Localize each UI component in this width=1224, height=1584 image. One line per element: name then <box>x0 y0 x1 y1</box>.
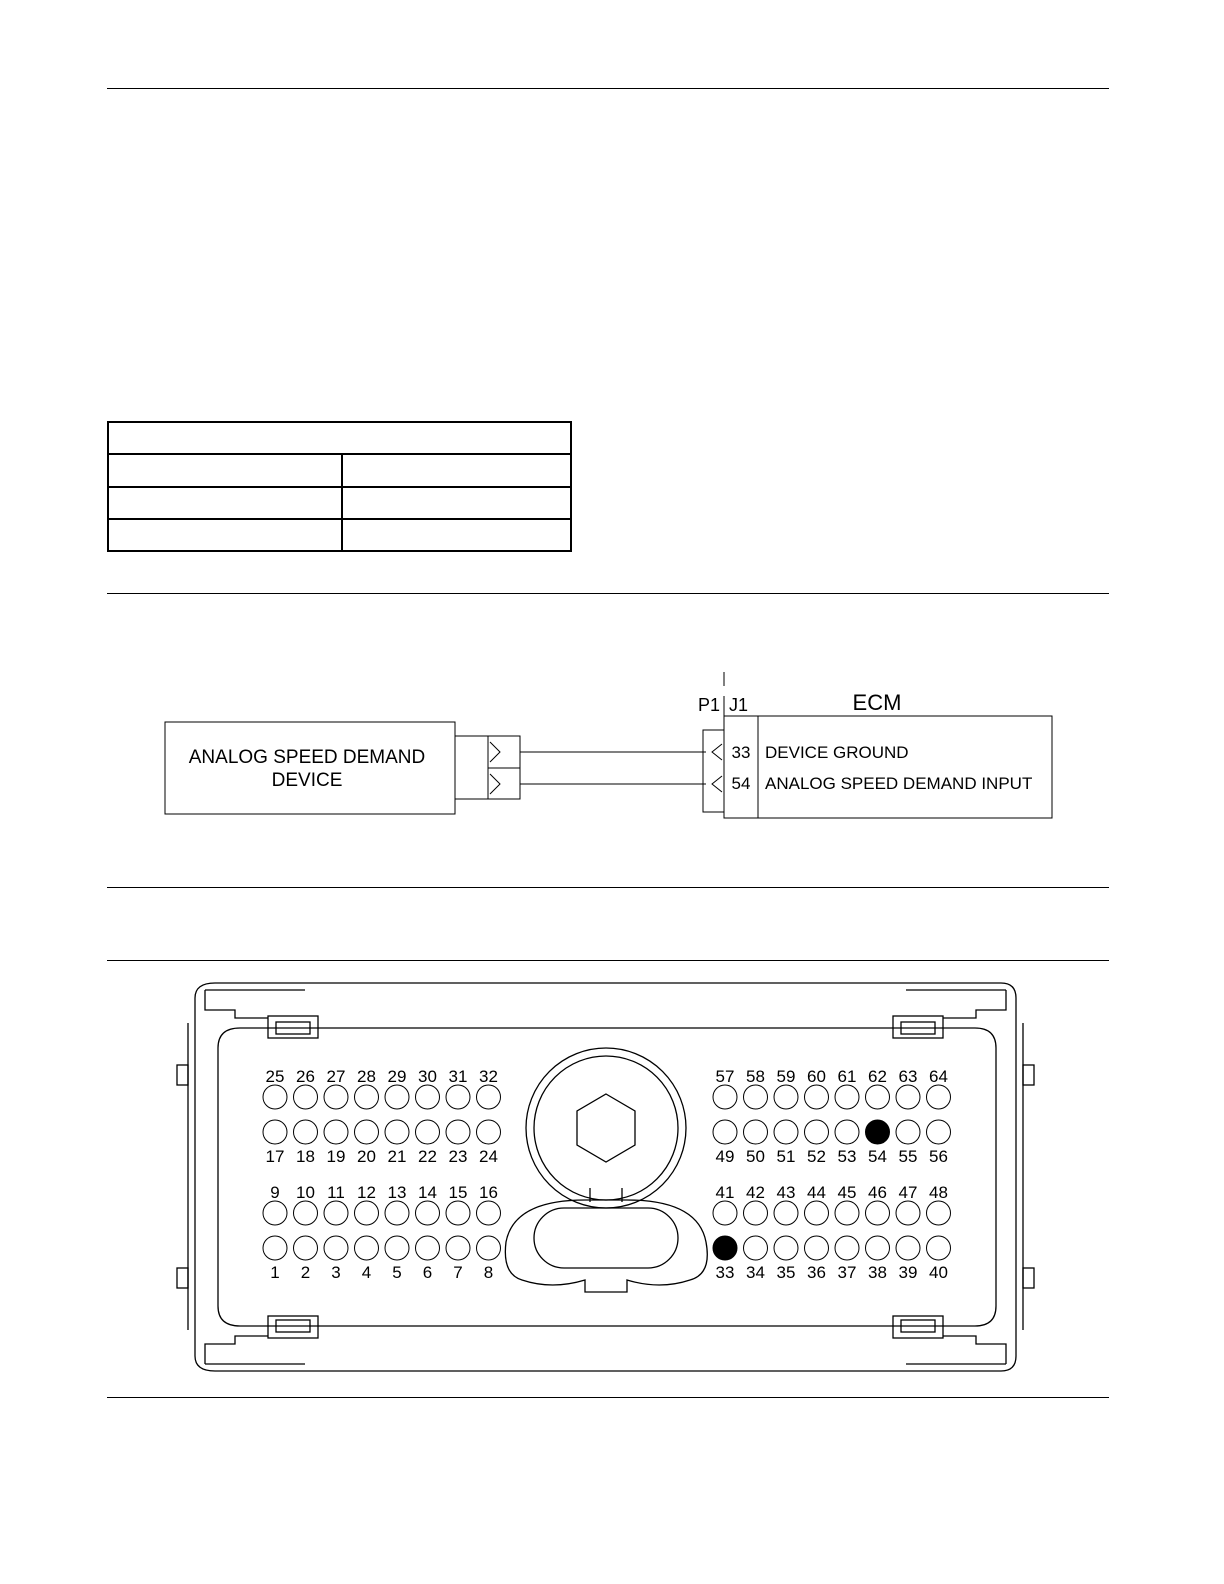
ecm-box <box>724 716 1052 818</box>
pin-cavity-25 <box>263 1085 287 1109</box>
pin-cavity-59 <box>774 1085 798 1109</box>
pin-cavity-61 <box>835 1085 859 1109</box>
pin-number-label: 47 <box>898 1183 918 1202</box>
pin-number-label: 29 <box>387 1067 407 1086</box>
pin-number-label: 51 <box>776 1147 796 1166</box>
device-connector-body <box>455 736 488 799</box>
device-pin-arrow <box>490 774 500 794</box>
pin-cavity-10 <box>294 1201 318 1225</box>
pin-number-label: 50 <box>746 1147 765 1166</box>
side-tab <box>1023 1065 1034 1085</box>
device-label: DEVICE <box>271 770 343 791</box>
ecm-label: ECM <box>852 690 902 715</box>
p1-pin-arrow <box>712 744 722 760</box>
pin-number-label: 46 <box>868 1183 887 1202</box>
housing-outline <box>195 983 1016 1371</box>
pin-number-label: 60 <box>807 1067 826 1086</box>
pin-number-label: 25 <box>265 1067 285 1086</box>
pin-number-label: 54 <box>868 1147 887 1166</box>
hex-bolt-icon <box>577 1094 635 1162</box>
pin-number-label: 53 <box>837 1147 857 1166</box>
pin-cavity-40 <box>927 1236 951 1260</box>
pin-number-label: 8 <box>483 1263 494 1282</box>
pin-number-label: 61 <box>837 1067 857 1086</box>
pin-cavity-5 <box>385 1236 409 1260</box>
section-rule-1 <box>107 593 1109 594</box>
bottom-rule <box>107 1397 1109 1398</box>
pin-cavity-2 <box>294 1236 318 1260</box>
pin-cavity-11 <box>324 1201 348 1225</box>
pin-number-label: 36 <box>807 1263 826 1282</box>
pin-cavity-52 <box>805 1120 829 1144</box>
ecm-circuit-label: DEVICE GROUND <box>765 743 909 762</box>
ecm-circuit-label: ANALOG SPEED DEMAND INPUT <box>765 774 1033 793</box>
pin-number-label: 41 <box>715 1183 735 1202</box>
pin-cavity-47 <box>896 1201 920 1225</box>
pin-number-label: 40 <box>929 1263 948 1282</box>
table-row <box>108 519 571 551</box>
pin-number-label: 55 <box>898 1147 918 1166</box>
pin-number-label: 3 <box>331 1263 341 1282</box>
pin-cavity-31 <box>446 1085 470 1109</box>
pin-number-label: 12 <box>357 1183 376 1202</box>
pin-number-label: 27 <box>326 1067 346 1086</box>
pin-cavity-43 <box>774 1201 798 1225</box>
pin-cavity-57 <box>713 1085 737 1109</box>
pin-number-label: 62 <box>868 1067 887 1086</box>
pin-number-label: 28 <box>357 1067 376 1086</box>
pin-cavity-highlighted-33 <box>713 1236 737 1260</box>
pin-number-label: 52 <box>807 1147 826 1166</box>
pin-cavity-42 <box>744 1201 768 1225</box>
pin-number-label: 64 <box>929 1067 948 1086</box>
pin-cavity-60 <box>805 1085 829 1109</box>
pin-cavity-38 <box>866 1236 890 1260</box>
pin-cavity-6 <box>416 1236 440 1260</box>
table-cell <box>108 487 342 519</box>
device-label: ANALOG SPEED DEMAND <box>188 747 426 768</box>
p1-pin-arrow <box>712 776 722 792</box>
pin-cavity-14 <box>416 1201 440 1225</box>
pin-cavity-62 <box>866 1085 890 1109</box>
pin-cavity-16 <box>477 1201 501 1225</box>
pin-cavity-3 <box>324 1236 348 1260</box>
pin-cavity-55 <box>896 1120 920 1144</box>
pin-number-label: 57 <box>715 1067 735 1086</box>
pin-cavity-21 <box>385 1120 409 1144</box>
pin-cavity-58 <box>744 1085 768 1109</box>
empty-table <box>107 421 572 552</box>
pin-cavity-7 <box>446 1236 470 1260</box>
pin-number-label: 38 <box>868 1263 887 1282</box>
pin-cavity-24 <box>477 1120 501 1144</box>
pin-number-label: 37 <box>837 1263 857 1282</box>
pin-cavity-48 <box>927 1201 951 1225</box>
pin-cavity-45 <box>835 1201 859 1225</box>
pin-cavity-37 <box>835 1236 859 1260</box>
side-tab <box>177 1268 188 1288</box>
key-latch-inner <box>534 1208 678 1268</box>
table-cell <box>342 487 571 519</box>
pin-cavity-63 <box>896 1085 920 1109</box>
pin-number-label: 17 <box>265 1147 285 1166</box>
pin-cavity-22 <box>416 1120 440 1144</box>
pin-number-label: 24 <box>479 1147 498 1166</box>
corner-latch <box>205 990 305 1018</box>
ecm-pin-number: 54 <box>731 774 751 793</box>
pin-cavity-9 <box>263 1201 287 1225</box>
corner-latch <box>205 1336 305 1364</box>
pin-cavity-29 <box>385 1085 409 1109</box>
j1-label: J1 <box>729 695 749 715</box>
pin-number-label: 39 <box>898 1263 918 1282</box>
pin-cavity-19 <box>324 1120 348 1144</box>
pin-number-label: 23 <box>448 1147 468 1166</box>
table-cell <box>342 519 571 551</box>
table-cell <box>342 454 571 486</box>
pin-number-label: 18 <box>296 1147 315 1166</box>
pin-cavity-64 <box>927 1085 951 1109</box>
table-row <box>108 454 571 486</box>
table-cell <box>108 422 571 454</box>
pin-cavity-44 <box>805 1201 829 1225</box>
pin-number-label: 22 <box>418 1147 437 1166</box>
pin-number-label: 26 <box>296 1067 315 1086</box>
pin-number-label: 15 <box>448 1183 468 1202</box>
pin-number-label: 20 <box>357 1147 376 1166</box>
table-row <box>108 422 571 454</box>
pin-number-label: 2 <box>300 1263 311 1282</box>
pin-number-label: 11 <box>327 1183 345 1202</box>
pin-number-label: 58 <box>746 1067 765 1086</box>
pin-number-label: 56 <box>929 1147 948 1166</box>
pin-number-label: 49 <box>715 1147 735 1166</box>
pin-cavity-53 <box>835 1120 859 1144</box>
p1-plug-body <box>703 730 724 812</box>
table-cell <box>108 519 342 551</box>
pin-number-label: 48 <box>929 1183 948 1202</box>
device-box <box>165 722 455 814</box>
pin-number-label: 19 <box>326 1147 346 1166</box>
pin-number-label: 21 <box>387 1147 407 1166</box>
pin-cavity-28 <box>355 1085 379 1109</box>
pin-cavity-23 <box>446 1120 470 1144</box>
pin-cavity-46 <box>866 1201 890 1225</box>
pin-cavity-32 <box>477 1085 501 1109</box>
corner-latch <box>906 1336 1006 1364</box>
pin-cavity-56 <box>927 1120 951 1144</box>
device-pin-arrow <box>490 742 500 762</box>
pin-grid <box>263 1067 951 1282</box>
pin-cavity-13 <box>385 1201 409 1225</box>
ecm-connector-face <box>0 980 1224 1380</box>
pin-cavity-26 <box>294 1085 318 1109</box>
pin-cavity-39 <box>896 1236 920 1260</box>
pin-cavity-4 <box>355 1236 379 1260</box>
pin-cavity-20 <box>355 1120 379 1144</box>
pin-number-label: 31 <box>448 1067 468 1086</box>
pin-number-label: 4 <box>361 1263 372 1282</box>
pin-cavity-highlighted-54 <box>866 1120 890 1144</box>
table-row <box>108 487 571 519</box>
pin-cavity-30 <box>416 1085 440 1109</box>
pin-number-label: 16 <box>479 1183 498 1202</box>
pin-cavity-41 <box>713 1201 737 1225</box>
corner-latch <box>906 990 1006 1018</box>
section-rule-2 <box>107 887 1109 888</box>
pin-number-label: 10 <box>296 1183 315 1202</box>
jack-screw-outer <box>526 1048 686 1208</box>
pin-number-label: 32 <box>479 1067 498 1086</box>
side-tab <box>1023 1268 1034 1288</box>
pin-number-label: 42 <box>746 1183 765 1202</box>
pin-cavity-17 <box>263 1120 287 1144</box>
pin-cavity-12 <box>355 1201 379 1225</box>
pin-cavity-27 <box>324 1085 348 1109</box>
pin-cavity-36 <box>805 1236 829 1260</box>
pin-cavity-35 <box>774 1236 798 1260</box>
pin-cavity-15 <box>446 1201 470 1225</box>
pin-number-label: 34 <box>746 1263 765 1282</box>
pin-number-label: 6 <box>422 1263 433 1282</box>
ecm-pin-number: 33 <box>731 743 751 762</box>
table-cell <box>108 454 342 486</box>
pin-cavity-49 <box>713 1120 737 1144</box>
pin-number-label: 33 <box>715 1263 735 1282</box>
pin-number-label: 63 <box>898 1067 918 1086</box>
wiring-schematic <box>0 660 1224 840</box>
pin-number-label: 7 <box>453 1263 463 1282</box>
pin-number-label: 1 <box>270 1263 280 1282</box>
top-rule <box>107 88 1109 89</box>
pin-cavity-1 <box>263 1236 287 1260</box>
pin-number-label: 43 <box>776 1183 796 1202</box>
pin-number-label: 30 <box>418 1067 437 1086</box>
pin-cavity-34 <box>744 1236 768 1260</box>
pin-cavity-50 <box>744 1120 768 1144</box>
p1-label: P1 <box>698 695 721 715</box>
pin-number-label: 59 <box>776 1067 796 1086</box>
pin-cavity-8 <box>477 1236 501 1260</box>
pin-cavity-18 <box>294 1120 318 1144</box>
jack-screw-ring <box>534 1056 678 1200</box>
pin-number-label: 9 <box>270 1183 280 1202</box>
pin-number-label: 13 <box>387 1183 407 1202</box>
side-tab <box>177 1065 188 1085</box>
pin-number-label: 45 <box>837 1183 857 1202</box>
pin-number-label: 5 <box>392 1263 402 1282</box>
pin-number-label: 44 <box>807 1183 826 1202</box>
section-rule-3 <box>107 960 1109 961</box>
pin-number-label: 14 <box>418 1183 437 1202</box>
pin-number-label: 35 <box>776 1263 796 1282</box>
pin-cavity-51 <box>774 1120 798 1144</box>
